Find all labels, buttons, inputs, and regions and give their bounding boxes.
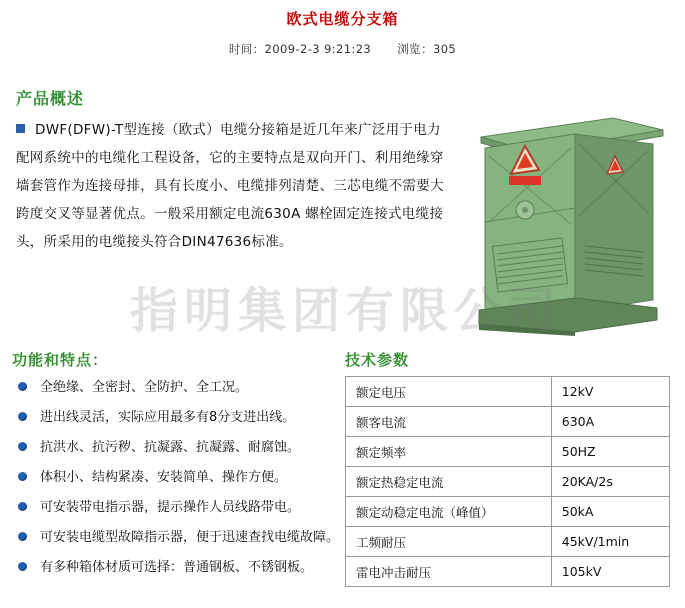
spec-value: 105kV xyxy=(551,557,669,587)
spec-value: 50HZ xyxy=(551,437,669,467)
bullet-dot-icon xyxy=(18,442,27,451)
feature-text: 体积小、结构紧凑、安装简单、操作方便。 xyxy=(40,470,288,485)
list-item xyxy=(18,555,348,580)
bullet-dot-icon xyxy=(18,382,27,391)
table-row xyxy=(346,437,670,467)
bullet-dot-icon xyxy=(18,502,27,511)
spec-key: 额定动稳定电流（峰值） xyxy=(346,497,552,527)
feature-text: 可安装电缆型故障指示器，便于迅速查找电缆故障。 xyxy=(40,530,340,545)
spec-key: 额定热稳定电流 xyxy=(346,467,552,497)
watermark-text: 指明集团有限公司 xyxy=(129,283,562,339)
publish-time: 时间：2009-2-3 9:21:23 xyxy=(228,42,372,56)
table-row xyxy=(346,527,670,557)
features-heading: 功能和特点： xyxy=(12,351,109,369)
spec-value: 630A xyxy=(551,407,669,437)
bullet-dot-icon xyxy=(18,532,27,541)
feature-list xyxy=(18,375,348,585)
spec-value: 20KA/2s xyxy=(551,467,669,497)
bullet-dot-icon xyxy=(18,412,27,421)
table-row xyxy=(346,467,670,497)
cable-branch-box-illustration xyxy=(463,104,668,336)
page-meta xyxy=(0,41,685,57)
feature-text: 抗洪水、抗污秽、抗凝露、抗凝露、耐腐蚀。 xyxy=(40,440,301,455)
list-item xyxy=(18,435,348,460)
square-bullet-icon xyxy=(16,124,25,133)
table-row xyxy=(346,407,670,437)
spec-key: 雷电冲击耐压 xyxy=(346,557,552,587)
feature-text: 全绝缘、全密封、全防护、全工况。 xyxy=(40,380,249,395)
table-row xyxy=(346,557,670,587)
overview-paragraph xyxy=(16,116,446,256)
spec-value: 45kV/1min xyxy=(551,527,669,557)
overview-text: DWF(DFW)-T型连接（欧式）电缆分接箱是近几年来广泛用于电力配网系统中的电缆化工程设备，它的主要特点是双向开门、利用绝缘穿墙套管作为连接母排，具有长度小、电缆排列清楚、三芯电缆不需要大跨度交叉等显著优点。一般采用额定电流630A 螺栓固定连接式电缆接头，所采用的电缆接头符合DIN47636标准。 xyxy=(16,122,444,250)
list-item xyxy=(18,405,348,430)
spec-value: 12kV xyxy=(551,377,669,407)
feature-text: 可安装带电指示器，提示操作人员线路带电。 xyxy=(40,500,301,515)
spec-value: 50kA xyxy=(551,497,669,527)
spec-key: 额客电流 xyxy=(346,407,552,437)
view-count: 浏览：305 xyxy=(397,42,457,56)
feature-text: 进出线灵活，实际应用最多有8分支进出线。 xyxy=(40,410,296,425)
spec-key: 工频耐压 xyxy=(346,527,552,557)
bullet-dot-icon xyxy=(18,562,27,571)
list-item xyxy=(18,375,348,400)
bullet-dot-icon xyxy=(18,472,27,481)
product-image xyxy=(463,104,668,336)
spec-key: 额定电压 xyxy=(346,377,552,407)
spec-heading: 技术参数 xyxy=(345,351,410,369)
feature-text: 有多种箱体材质可选择：普通钢板、不锈钢板。 xyxy=(40,560,314,575)
page-title: 欧式电缆分支箱 xyxy=(286,10,399,28)
list-item xyxy=(18,495,348,520)
table-row xyxy=(346,497,670,527)
overview-heading: 产品概述 xyxy=(16,89,85,108)
spec-table xyxy=(345,376,670,587)
table-row xyxy=(346,377,670,407)
list-item xyxy=(18,525,348,550)
spec-key: 额定频率 xyxy=(346,437,552,467)
list-item xyxy=(18,465,348,490)
